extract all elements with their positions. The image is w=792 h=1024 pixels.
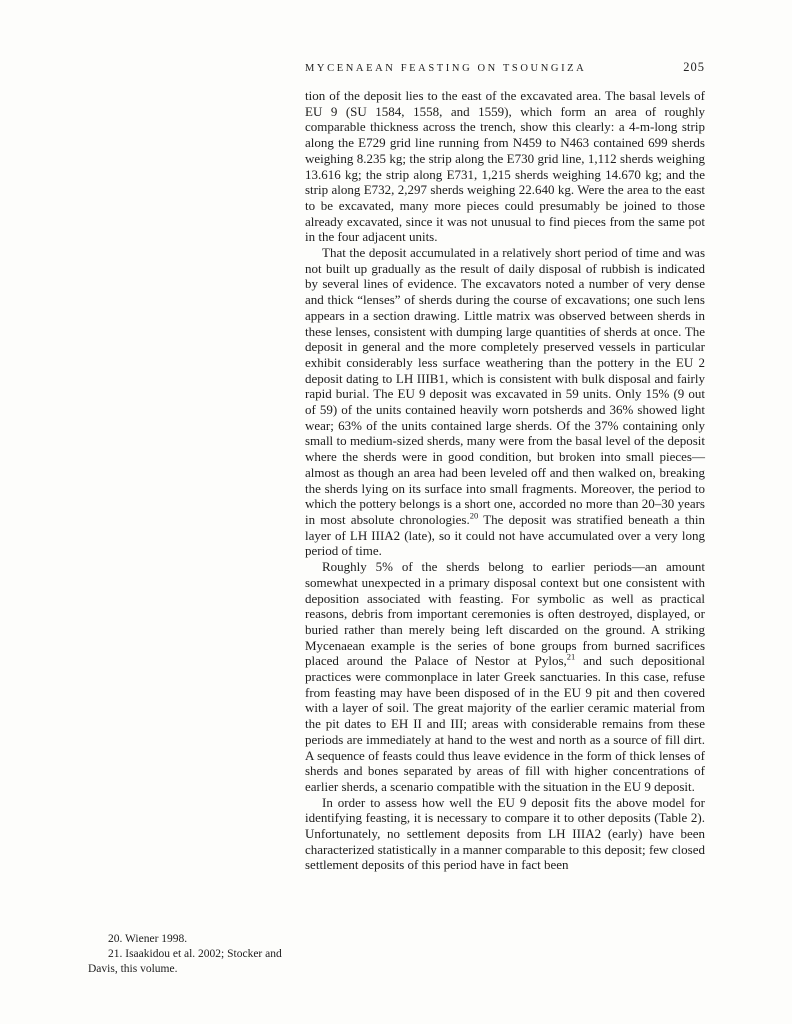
paragraph-2-text: That the deposit accumulated in a relatively short period of time and was not built up gradually as the result of daily disposal of rubbish is indicated by several lines of evidence. The excavators noted a number of very dense and thick “lenses” of sherds during the course of excavations; one such lens appears in a section drawing. Little matrix was observed between sherds in these lenses, consistent with dumping large quantities of sherds at once. The deposit in general and the more completely preserved vessels in particular exhibit considerably less surface weathering than the pottery in the EU 2 deposit dating to LH IIIB1, which is consistent with bulk disposal and fairly rapid burial. The EU 9 deposit was excavated in 59 units. Only 15% (9 out of 59) of the units contained heavily worn potsherds and 36% showed light wear; 63% of the units contained large sherds. Of the 37% containing only small to medium-sized sherds, many were from the basal level of the deposit where the sherds were in good condition, but broken into small pieces—almost as though an area had been leveled off and then walked on, breaking the sherds lying on its surface into small fragments. Moreover, the period to which the pottery belongs is a short one, accorded no more than 20–30 years in most absolute chronologies. bbox=[305, 245, 705, 527]
footnote-ref-21: 21 bbox=[566, 651, 576, 662]
paragraph-1: tion of the deposit lies to the east of the excavated area. The basal levels of EU 9 (SU 1584, 1558, and 1559), which form an area of roughly comparable thickness across the trench, show this clearly: a 4-m-long strip along the E729 grid line running from N459 to N463 contained 699 sherds weighing 8.235 kg; the strip along the E730 grid line, 1,112 sherds weighing 13.616 kg; the strip along E731, 1,215 sherds weighing 14.670 kg; and the strip along E732, 2,297 sherds weighing 22.640 kg. Were the area to the east to be excavated, many more pieces could presumably be joined to those already excavated, since it was not unusual to find pieces from the same pot in the four adjacent units. bbox=[305, 88, 705, 245]
main-text-column bbox=[305, 88, 705, 873]
footnote-ref-20: 20 bbox=[469, 510, 479, 521]
paragraph-4: In order to assess how well the EU 9 deposit fits the above model for identifying feasting, it is necessary to compare it to other deposits (Table 2). Unfortunately, no settlement deposits from LH IIIA2 (early) have been characterized statistically in a manner comparable to this deposit; few closed settlement deposits of this period have in fact been bbox=[305, 794, 705, 873]
paragraph-3 bbox=[305, 559, 705, 795]
paragraph-3-text-continued: and such depositional practices were commonplace in later Greek sanctuaries. In this case, refuse from feasting may have been disposed of in the EU 9 pit and then covered with a layer of soil. The great majority of the earlier ceramic material from the pit dates to EH II and III; areas with considerable remains from these periods are immediately at hand to the west and north as a source of fill dirt. A sequence of feasts could thus leave evidence in the form of thick lenses of sherds and bones separated by areas of fill with higher concentrations of earlier sherds, a scenario compatible with the situation in the EU 9 deposit. bbox=[305, 653, 705, 794]
footnotes-block bbox=[88, 932, 288, 978]
running-head: MYCENAEAN FEASTING ON TSOUNGIZA bbox=[305, 63, 587, 74]
paragraph-2 bbox=[305, 245, 705, 559]
page-number: 205 bbox=[683, 60, 705, 74]
paragraph-2-text-continued: The deposit was stratified beneath a thin layer of LH IIIA2 (late), so it could not have accumulated over a very long period of time. bbox=[305, 511, 706, 559]
paragraph-3-text: Roughly 5% of the sherds belong to earlier periods—an amount somewhat unexpected in a primary disposal context but one consistent with deposition associated with feasting. For symbolic as well as practical reasons, debris from important ceremonies is often destroyed, displayed, or buried rather than merely being left discarded on the ground. A striking Mycenaean example is the series of bone groups from burned sacrifices placed around the Palace of Nestor at Pylos, bbox=[305, 559, 705, 669]
footnote-20: 20. Wiener 1998. bbox=[108, 933, 188, 945]
page-header bbox=[305, 60, 705, 75]
footnote-21: 21. Isaakidou et al. 2002; Stocker and Davis, this volume. bbox=[88, 948, 282, 976]
